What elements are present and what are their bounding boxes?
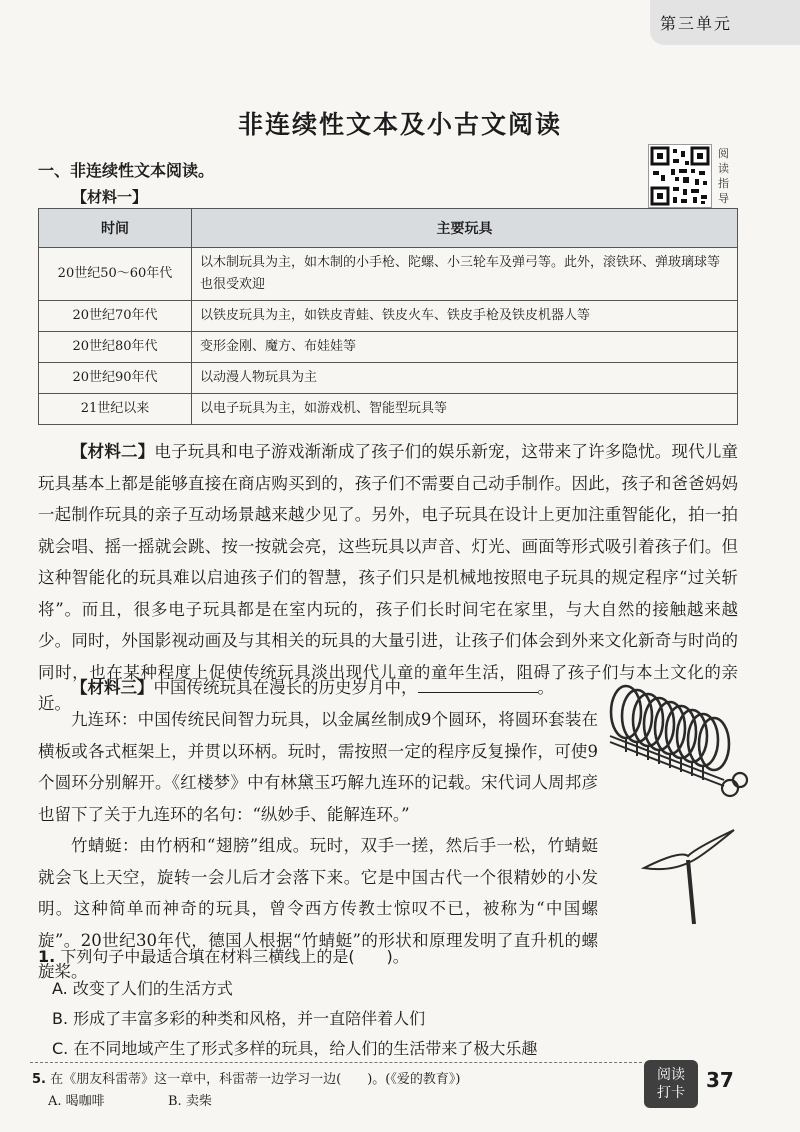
zhuqingting-paragraph: 竹蜻蜓：由竹柄和“翅膀”组成。玩时，双手一搓，然后手一松，竹蜻蜓就会飞上天空，旋转一会儿后才会落下来。它是中国古代一个很精妙的小发明。这种简单而神奇的玩具，曾令西方传教士惊叹不已，被称为“中国螺旋”。20世纪30年代，德国人根据“竹蜻蜓”的形状和原理发明了直升机的螺旋桨。 <box>38 836 598 981</box>
era-cell: 21世纪以来 <box>39 394 192 425</box>
footer-question-text: 在《朋友科雷蒂》这一章中，科雷蒂一边学习一边( )。(《爱的教育》) <box>50 1072 461 1087</box>
question-1-number: 1. <box>38 947 56 966</box>
toys-cell: 以动漫人物玩具为主 <box>192 363 738 394</box>
page-title: 非连续性文本及小古文阅读 <box>237 110 562 139</box>
question-1-text: 下列句子中最适合填在材料三横线上的是( )。 <box>60 947 409 966</box>
toys-table <box>38 208 738 425</box>
badge-line-1: 阅读 <box>657 1067 685 1083</box>
qr-guide-label: 阅读指导 <box>718 147 729 205</box>
toys-cell: 变形金刚、魔方、布娃娃等 <box>192 332 738 363</box>
material2-text: 电子玩具和电子游戏渐渐成了孩子们的娱乐新宠，这带来了许多隐忧。现代儿童玩具基本上都是能够直接在商店购买到的，孩子们不需要自己动手制作。因此，孩子和爸爸妈妈一起制作玩具的亲子互动场景越来越少见了。另外，电子玩具在设计上更加注重智能化，拍一拍就会唱、摇一摇就会跳、按一按就会亮，这些玩具以声音、灯光、画面等形式吸引着孩子们。但这种智能化的玩具难以启迪孩子们的智慧，孩子们只是机械地按照电子玩具的规定程序“过关斩将”。而且，很多电子玩具都是在室内玩的，孩子们长时间宅在家里，与大自然的接触越来越少。同时，外国影视动画及与其相关的玩具的大量引进，让孩子们体会到外来文化新奇与时尚的同时，也在某种程度上促使传统玩具淡出现代儿童的童年生活，阻碍了孩子们与本土文化的亲近。 <box>38 442 739 713</box>
era-cell: 20世纪90年代 <box>39 363 192 394</box>
toys-cell: 以木制玩具为主，如木制的小手枪、陀螺、小三轮车及弹弓等。此外，滚铁环、弹玻璃球等也很受欢迎 <box>192 248 738 301</box>
footer-option-a[interactable]: A. 喝咖啡 <box>48 1094 105 1109</box>
toys-cell: 以铁皮玩具为主，如铁皮青蛙、铁皮火车、铁皮手枪及铁皮机器人等 <box>192 301 738 332</box>
material2-label: 【材料二】 <box>71 442 155 461</box>
toys-cell: 以电子玩具为主，如游戏机、智能型玩具等 <box>192 394 738 425</box>
footer-option-b[interactable]: B. 卖柴 <box>168 1094 212 1109</box>
option-b[interactable]: B. 形成了丰富多彩的种类和风格，并一直陪伴着人们 <box>52 1009 426 1028</box>
material3-label: 【材料三】 <box>71 678 154 697</box>
unit-tab <box>650 0 800 45</box>
material3-intro-end: 。 <box>537 678 554 697</box>
divider <box>30 1062 642 1063</box>
era-cell: 20世纪70年代 <box>39 301 192 332</box>
option-c[interactable]: C. 在不同地域产生了形式多样的玩具，给人们的生活带来了极大乐趣 <box>52 1039 538 1058</box>
section-heading: 一、非连续性文本阅读。 <box>38 161 215 180</box>
footer-question-number: 5. <box>32 1072 46 1087</box>
table-row <box>39 363 738 394</box>
material3-intro-text: 中国传统玩具在漫长的历史岁月中， <box>153 678 418 697</box>
table-row <box>39 248 738 301</box>
badge-line-2: 打卡 <box>657 1085 685 1101</box>
table-row <box>39 394 738 425</box>
table-row <box>39 332 738 363</box>
material1-label: 【材料一】 <box>72 188 148 206</box>
fill-blank[interactable] <box>418 676 538 693</box>
question-1 <box>38 944 409 967</box>
era-cell: 20世纪50～60年代 <box>39 248 192 301</box>
option-a[interactable]: A. 改变了人们的生活方式 <box>52 979 233 998</box>
era-cell: 20世纪80年代 <box>39 332 192 363</box>
footer-question <box>32 1068 460 1087</box>
table-row <box>39 301 738 332</box>
table-header-time: 时间 <box>39 209 192 248</box>
bamboo-dragonfly-illustration <box>640 820 740 930</box>
table-header-toys: 主要玩具 <box>192 209 738 248</box>
qr-code-icon[interactable] <box>648 144 712 208</box>
page-number: 37 <box>706 1068 734 1092</box>
nine-rings-illustration <box>604 676 750 808</box>
reading-checkin-badge[interactable] <box>644 1060 698 1108</box>
unit-label: 第三单元 <box>660 14 733 33</box>
material3-intro <box>38 672 598 704</box>
jiulianhuan-paragraph: 九连环：中国传统民间智力玩具，以金属丝制成9个圆环，将圆环套装在横板或各式框架上，并贯以环柄。玩时，需按照一定的程序反复操作，可使9个圆环分别解开。《红楼梦》中有林黛玉巧解九连环的记载。宋代词人周邦彦也留下了关于九连环的名句：“纵妙手、能解连环。” <box>38 710 598 824</box>
